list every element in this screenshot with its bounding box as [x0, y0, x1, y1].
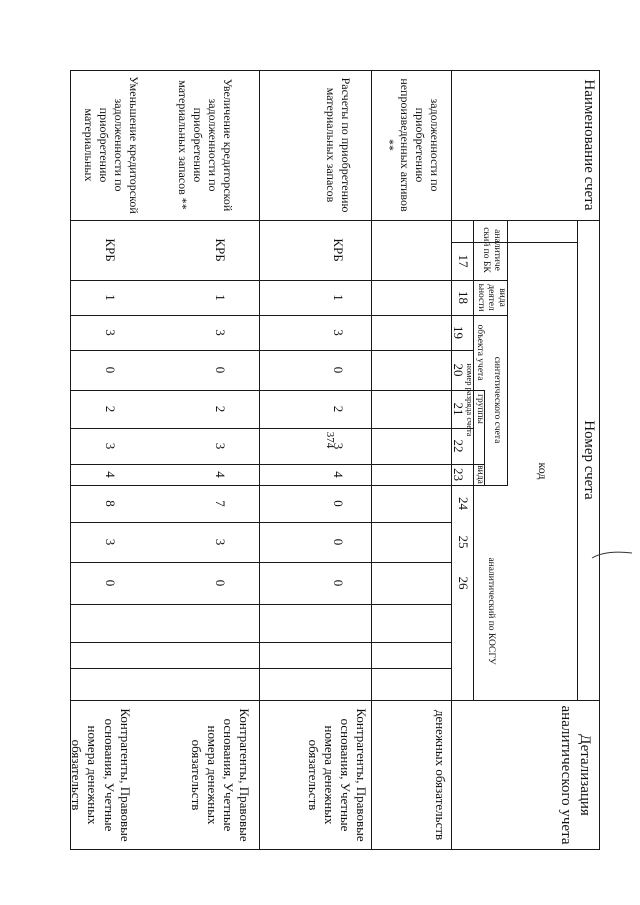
- digit-18: 18: [456, 291, 472, 304]
- header-activity-type: вида деятел ьности: [475, 283, 508, 312]
- header-digit-number: номер разряда счета: [464, 363, 475, 437]
- page-number: 374: [324, 431, 336, 449]
- row-3-c17: КРБ: [103, 238, 119, 262]
- header-account-name: Наименование счета: [581, 79, 598, 211]
- header-analytic-kosgu: аналитический по КОСГУ: [486, 557, 497, 665]
- row-1-c24: 0: [331, 500, 347, 507]
- row-1-c25: 0: [331, 538, 347, 546]
- row-3-c26: 0: [103, 579, 119, 587]
- digit-19: 19: [451, 326, 467, 339]
- header-kind: вида: [474, 465, 485, 484]
- digit-21: 21: [451, 402, 467, 416]
- header-account-number: Номер счета: [581, 420, 598, 500]
- row-3-c22: 3: [103, 442, 119, 450]
- row-2-c20: 0: [213, 366, 229, 374]
- continuation-detail: денежных обязательств: [433, 709, 448, 841]
- row-3-c24: 8: [103, 500, 119, 507]
- row-2-c21: 2: [213, 405, 229, 413]
- row-1-c23: 4: [331, 471, 347, 478]
- digit-17: 17: [456, 254, 472, 268]
- header-synthetic: синтетического счета: [491, 356, 502, 444]
- digit-22: 22: [451, 439, 467, 453]
- row-1-detail: Контрагенты, Правовые основания, Учетные номера денежных обязательств: [305, 708, 370, 842]
- row-1-c19: 3: [331, 329, 347, 336]
- row-1-c26: 0: [331, 579, 347, 587]
- row-3-c23: 4: [103, 471, 119, 478]
- digit-23: 23: [451, 468, 467, 481]
- continuation-name: задолженности по приобретению непроизведенных активов **: [383, 78, 442, 212]
- accounts-table: [70, 70, 600, 850]
- row-2-name: Увеличение кредиторской задолженности по приобретению материальных запасов **: [176, 78, 235, 212]
- row-2-c23: 4: [213, 471, 229, 478]
- row-2-c19: 3: [213, 329, 229, 336]
- row-2-detail: Контрагенты, Правовые основания, Учетные номера денежных обязательств: [188, 708, 253, 842]
- pen-mark-icon: [590, 548, 634, 562]
- digit-24: 24: [456, 497, 472, 510]
- header-detail: Детализация аналитического учета: [558, 705, 593, 845]
- header-code: код: [536, 462, 551, 480]
- row-1-c22: 3: [331, 442, 347, 450]
- row-2-c22: 3: [213, 442, 229, 450]
- header-group: группы: [474, 394, 485, 424]
- row-3-c25: 3: [103, 538, 119, 546]
- row-2-c17: КРБ: [213, 238, 229, 262]
- row-3-name: Уменьшение кредиторской задолженности по приобретению материальных: [82, 76, 141, 214]
- header-object: объекта учета: [474, 324, 485, 381]
- digit-20: 20: [451, 363, 467, 377]
- row-1-c18: 1: [331, 294, 347, 301]
- row-1-c17: КРБ: [331, 238, 347, 262]
- row-3-detail: Контрагенты, Правовые основания, Учетные номера денежных обязательств: [69, 708, 133, 842]
- row-2-c26: 0: [213, 579, 229, 587]
- header-analytic-bk: аналитиче ский по БК: [481, 227, 502, 273]
- row-2-c25: 3: [213, 538, 229, 546]
- digit-25: 25: [456, 535, 472, 549]
- rotated-table-stage: [70, 70, 600, 850]
- row-3-c18: 1: [103, 294, 119, 301]
- row-3-c19: 3: [103, 329, 119, 336]
- row-3-c21: 2: [103, 405, 119, 413]
- row-1-c20: 0: [331, 366, 347, 374]
- row-3-c20: 0: [103, 366, 119, 374]
- row-1-name: Расчеты по приобретению материальных запасов: [324, 77, 353, 213]
- row-2-c24: 7: [213, 500, 229, 507]
- digit-26: 26: [456, 576, 472, 590]
- row-2-c18: 1: [213, 294, 229, 301]
- row-1-c21: 2: [331, 405, 347, 413]
